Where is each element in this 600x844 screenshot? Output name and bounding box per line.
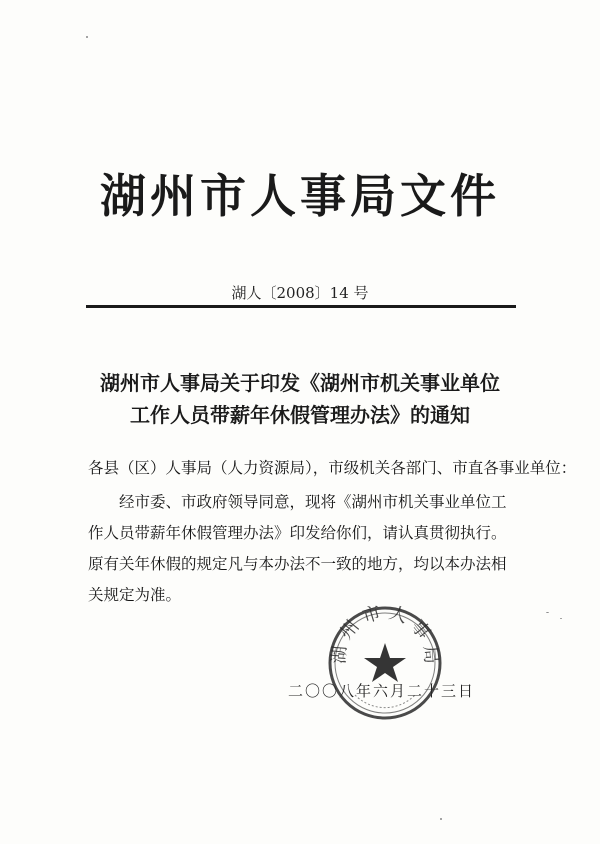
scan-speck xyxy=(440,818,442,820)
salutation: 各县（区）人事局（人力资源局），市级机关各部门、市直各事业单位： xyxy=(88,459,577,477)
notice-title-line-2: 工作人员带薪年休假管理办法》的通知 xyxy=(130,403,470,427)
header-divider xyxy=(86,305,516,308)
body-line: 原有关年休假的规定凡与本办法不一致的地方，均以本办法相 xyxy=(88,555,507,573)
scan-speck xyxy=(560,618,562,619)
scan-speck xyxy=(86,36,88,38)
issue-date: 二〇〇八年六月二十三日 xyxy=(288,682,476,700)
body-line: 作人员带薪年休假管理办法》印发给你们，请认真贯彻执行。 xyxy=(88,524,507,542)
body-paragraph xyxy=(88,487,548,611)
document-header-title: 湖州市人事局文件 xyxy=(100,169,500,223)
seal-star-icon xyxy=(364,643,406,682)
official-seal xyxy=(325,603,445,723)
document-number: 湖人〔2008〕14 号 xyxy=(231,284,369,302)
body-line: 经市委、市政府领导同意，现将《湖州市机关事业单位工 xyxy=(119,493,507,511)
body-line: 关规定为准。 xyxy=(88,586,182,604)
notice-title-line-1: 湖州市人事局关于印发《湖州市机关事业单位 xyxy=(100,371,500,395)
scan-speck xyxy=(546,612,549,613)
svg-text:湖 州 市 人 事 局: 湖 州 市 人 事 局 xyxy=(328,603,442,665)
